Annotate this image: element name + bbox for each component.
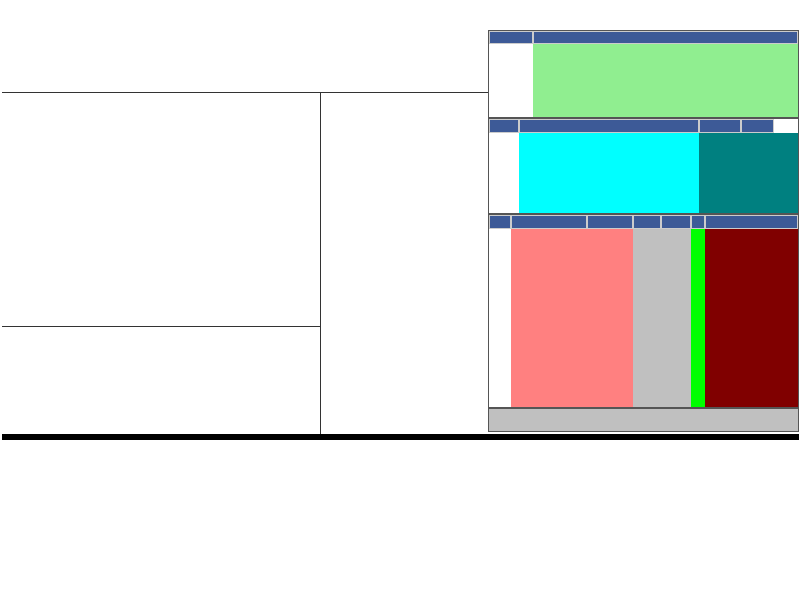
initial-plan-text [519,133,699,213]
final-plan-panel [488,214,799,408]
initial-plan-header [519,119,699,133]
final-tc [633,229,661,407]
final-date-header [489,215,511,229]
final-goals [587,229,633,407]
final-plan-header [511,215,587,229]
final-tt [661,229,691,407]
initial-date-header [489,119,519,133]
final-plan-text [511,229,587,407]
final-goals-header [587,215,633,229]
initial-ett [741,133,774,213]
npe-findings-header [533,31,798,44]
final-date [489,229,511,407]
npe-date [489,44,533,117]
final-pst [691,229,705,407]
final-tt-header [661,215,691,229]
final-prognosis [705,229,798,407]
npe-panel [488,30,799,118]
npe-date-header [489,31,533,44]
final-pst-header [691,215,705,229]
initial-date [489,133,519,213]
final-tc-header [633,215,661,229]
initial-plan-panel [488,118,799,214]
initial-ett-header [741,119,774,133]
initial-etc-header [699,119,741,133]
npe-findings [533,44,798,117]
final-prognosis-header [705,215,798,229]
initial-etc [699,133,741,213]
